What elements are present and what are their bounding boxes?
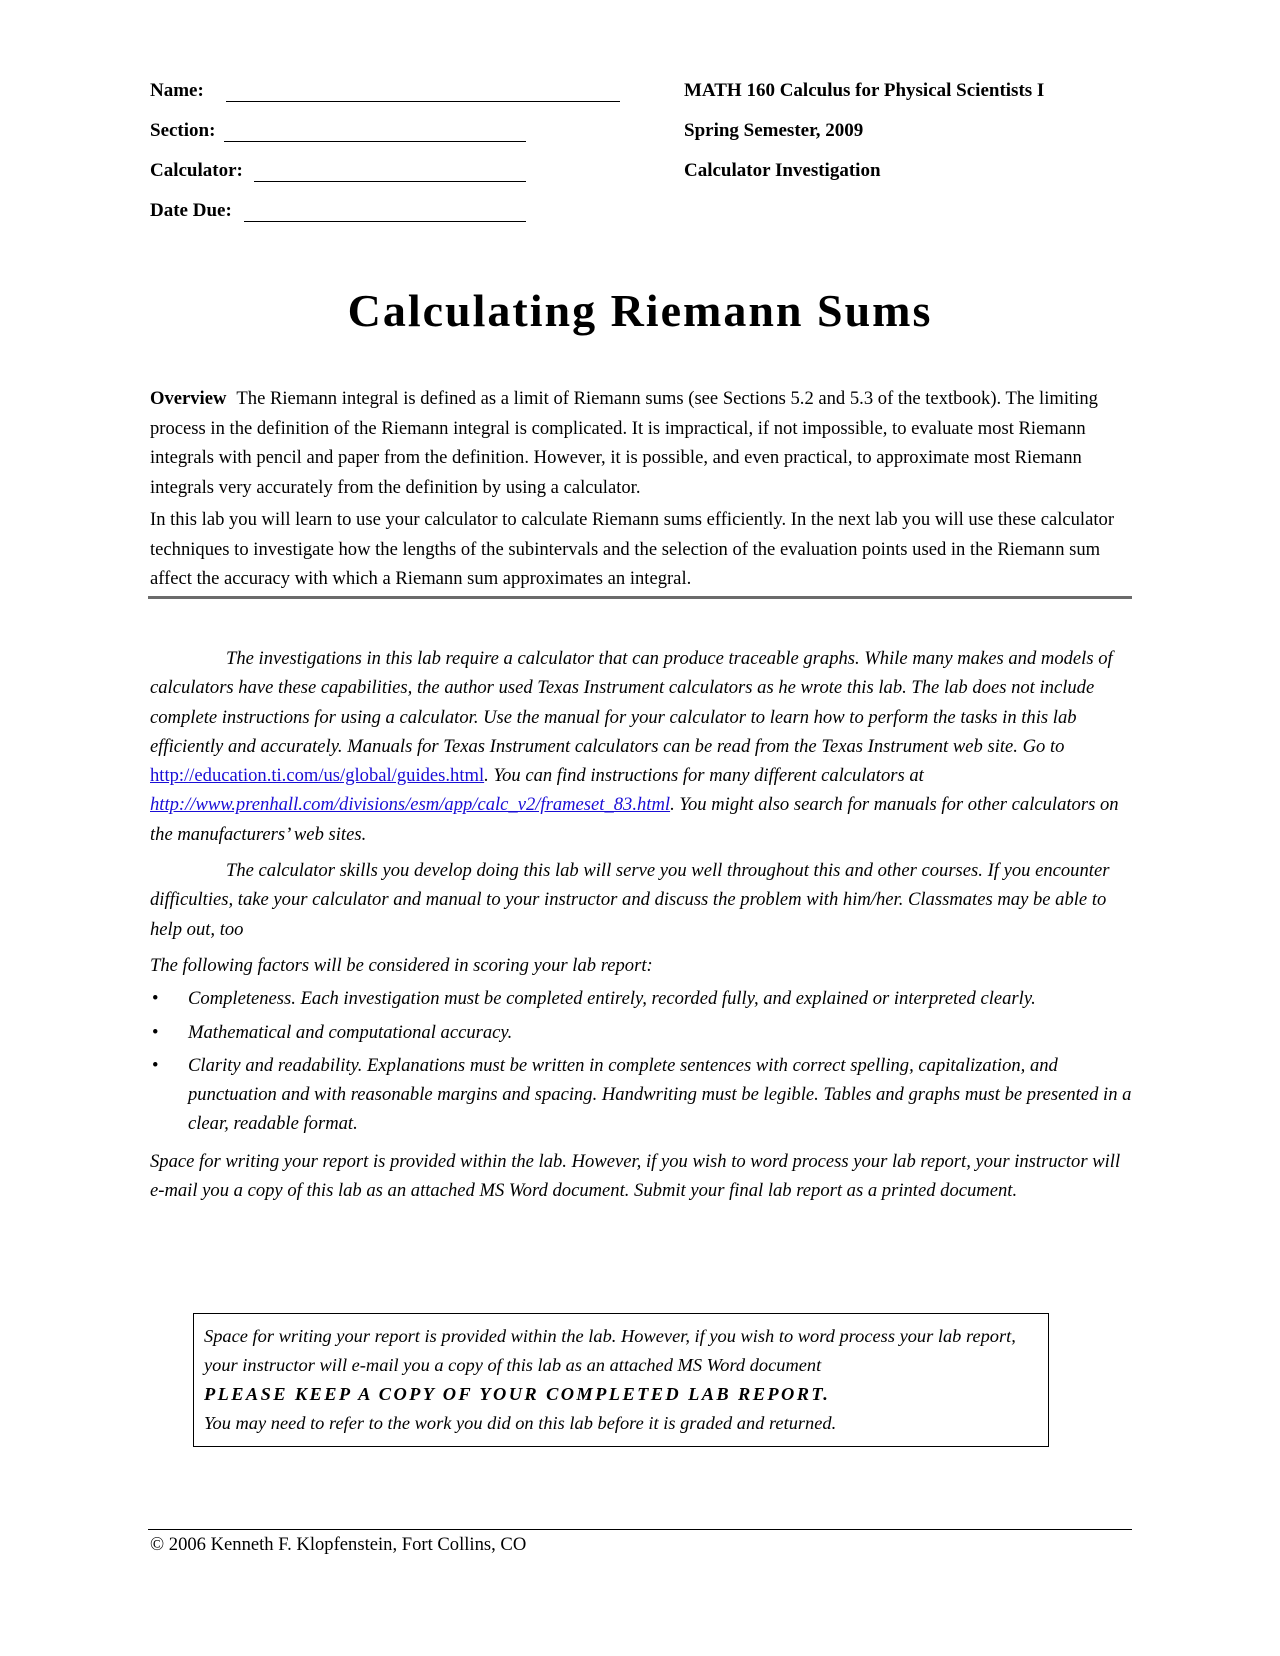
bullet-icon: •	[152, 988, 159, 1010]
calculator-label: Calculator:	[150, 160, 243, 181]
notice-text: Space for writing your report is provided within the lab. However, if you wish to word process your lab report, your instructor will e-mail you a copy of this lab as an attached MS Word document	[204, 1326, 1016, 1375]
date-due-blank-line[interactable]	[244, 221, 526, 222]
bullet-icon: •	[152, 1021, 159, 1043]
section-label: Section:	[150, 120, 216, 141]
section-divider	[148, 596, 1132, 599]
instructions-section	[150, 644, 1135, 1205]
list-item: • Mathematical and computational accuracy.	[150, 1018, 1135, 1047]
factors-intro: The following factors will be considered in scoring your lab report:	[150, 954, 653, 976]
overview-lead: Overview	[150, 388, 227, 409]
bullet-icon: •	[152, 1054, 159, 1076]
copyright-footer: © 2006 Kenneth F. Klopfenstein, Fort Collins, CO	[150, 1534, 527, 1555]
notice-reminder: You may need to refer to the work you did on this lab before it is graded and returned.	[204, 1413, 837, 1433]
ti-guides-link[interactable]: http://education.ti.com/us/global/guides.html	[150, 765, 485, 787]
date-due-label: Date Due:	[150, 200, 232, 221]
lab-type: Calculator Investigation	[684, 160, 881, 181]
list-item: • Clarity and readability. Explanations must be written in complete sentences with correct spelling, capitalization, and punctuation and with reasonable margins and spacing. Handwriting must be legible. Tables and graphs must be presented in a clear, readable format.	[150, 1051, 1135, 1139]
overview-section	[150, 384, 1130, 594]
notice-box	[193, 1313, 1049, 1447]
keep-copy-notice: PLEASE KEEP A COPY OF YOUR COMPLETED LAB REPORT.	[204, 1384, 831, 1404]
course-title: MATH 160 Calculus for Physical Scientists I	[684, 80, 1045, 101]
footer-divider	[148, 1529, 1132, 1530]
overview-paragraph-2: In this lab you will learn to use your calculator to calculate Riemann sums efficiently. In the next lab you will use these calculator techniques to investigate how the lengths of the subintervals and the selection of the evaluation points used in the Riemann sum affect the accuracy with which a Riemann sum approximates an integral.	[150, 509, 1115, 589]
instructions-paragraph-3: Space for writing your report is provided within the lab. However, if you wish to word process your lab report, your instructor will e-mail you a copy of this lab as an attached MS Word document. Submit your final lab report as a printed document.	[150, 1150, 1121, 1202]
list-item: • Completeness. Each investigation must be completed entirely, recorded fully, and explained or interpreted clearly.	[150, 984, 1135, 1013]
name-blank-line[interactable]	[226, 101, 620, 102]
section-blank-line[interactable]	[224, 141, 526, 142]
instructions-paragraph-2: The calculator skills you develop doing this lab will serve you well throughout this and other courses. If you encounter difficulties, take your calculator and manual to your instructor and discuss the problem with him/her. Classmates may be able to help out, too	[150, 860, 1110, 940]
instructions-paragraph-1: The investigations in this lab require a calculator that can produce traceable graphs. While many makes and models of calculators have these capabilities, the author used Texas Instrument calculators as he wrote this lab. The lab does not include complete instructions for using a calculator. Use the manual for your calculator to learn how to perform the tasks in this lab efficiently and accurately. Manuals for Texas Instrument calculators can be read from the Texas Instrument web site. Go to http://education.ti.com/us/global/guides.html. You can find instructions for many different calculators at http://www.prenhall.com/divisions/esm/app/calc_v2/frameset_83.html. You might also search for manuals for other calculators on the manufacturers’ web sites.	[150, 648, 1119, 845]
calculator-blank-line[interactable]	[254, 181, 526, 182]
prenhall-calc-link[interactable]: http://www.prenhall.com/divisions/esm/app/calc_v2/frameset_83.html	[150, 794, 671, 816]
overview-paragraph-1: Overview The Riemann integral is defined as a limit of Riemann sums (see Sections 5.2 and 5.3 of the textbook). The limiting process in the definition of the Riemann integral is complicated. It is impractical, if not impossible, to evaluate most Riemann integrals with pencil and paper from the definition. However, it is possible, and even practical, to approximate most Riemann integrals very accurately from the definition by using a calculator.	[150, 388, 1098, 498]
factors-list	[150, 984, 1135, 1138]
page-title: Calculating Riemann Sums	[347, 285, 933, 336]
name-label: Name:	[150, 80, 204, 101]
semester: Spring Semester, 2009	[684, 120, 864, 141]
